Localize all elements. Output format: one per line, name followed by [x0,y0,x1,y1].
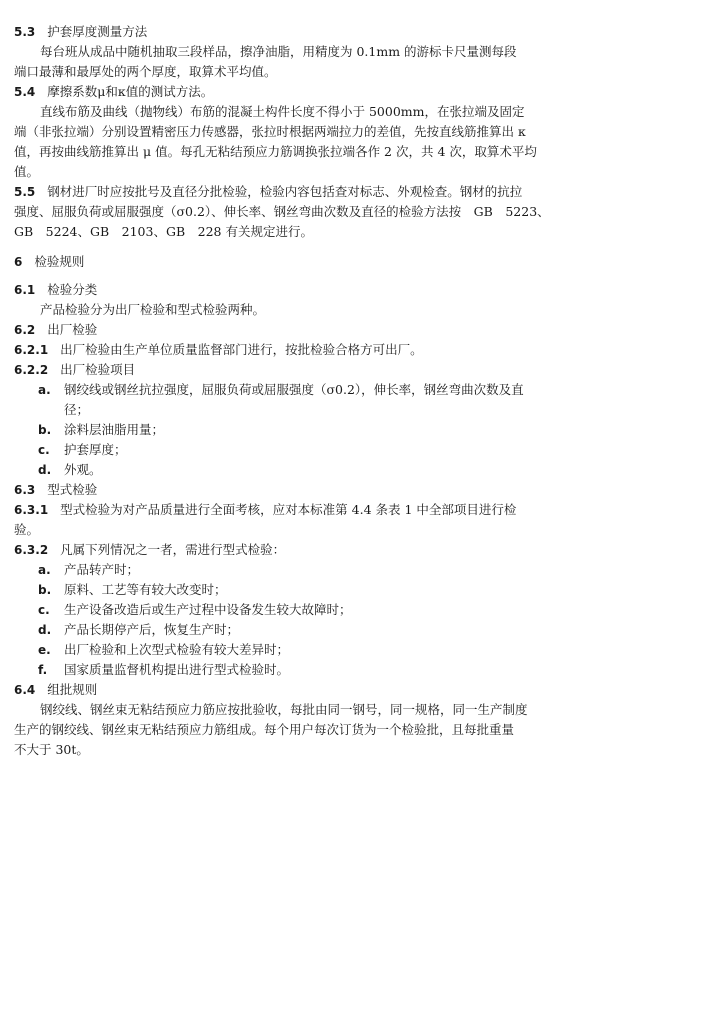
list-item-label: f. [38,663,48,677]
section-5-5-paragraph [14,182,522,202]
section-title: 护套厚度测量方法 [47,24,148,39]
list-item-text: 涂料层油脂用量； [64,422,165,437]
list-item-label: e. [38,643,51,657]
list-item-text: 外观。 [64,462,102,477]
section-title: 检验分类 [47,282,98,297]
section-number: 5.5 [14,185,36,199]
paragraph-line: 值。 [14,164,40,179]
clause-continuation: 验。 [14,522,40,537]
list-item-text: 生产设备改造后或生产过程中设备发生较大故障时； [64,602,352,617]
list-item [38,560,139,580]
list-item [38,660,289,680]
clause-6-3-2 [14,540,285,560]
section-title: 出厂检验 [47,322,98,337]
list-item-label: d. [38,623,52,637]
paragraph-line: 不大于 30t。 [14,742,89,757]
paragraph-line: GB 5224、GB 2103、GB 228 有关规定进行。 [14,224,313,239]
list-item-text: 产品转产时； [64,562,140,577]
section-number: 6.3 [14,483,36,497]
section-number: 5.3 [14,25,36,39]
clause-number: 6.2.1 [14,343,49,357]
list-item [38,380,524,400]
section-6-3-heading [14,480,97,500]
paragraph-line: 生产的钢绞线、钢丝束无粘结预应力筋组成。每个用户每次订货为一个检验批，且每批重量 [14,722,515,737]
section-number: 6.1 [14,283,36,297]
clause-title: 出厂检验项目 [60,362,136,377]
paragraph-line: 端（非张拉端）分别设置精密压力传感器，张拉时根据两端拉力的差值，先按直线筋推算出 κ [14,124,526,139]
section-5-3-heading [14,22,147,42]
chapter-6-heading [14,252,84,272]
paragraph-line: 值，再按曲线筋推算出 μ 值。每孔无粘结预应力筋调换张拉端各作 2 次，共 4 次，取算术平均 [14,144,537,159]
list-item [38,420,164,440]
clause-number: 6.3.2 [14,543,49,557]
clause-text: 凡属下列情况之一者，需进行型式检验： [60,542,286,557]
list-item [38,600,352,620]
clause-number: 6.3.1 [14,503,49,517]
section-title: 摩擦系数μ和κ值的测试方法。 [47,84,214,99]
section-title: 型式检验 [47,482,98,497]
list-item [38,620,239,640]
list-item-text: 钢绞线或钢丝抗拉强度，屈服负荷或屈服强度（σ0.2），伸长率，钢丝弯曲次数及直 [64,382,524,397]
list-item-label: b. [38,423,52,437]
list-item-label: c. [38,443,50,457]
paragraph-line: 钢绞线、钢丝束无粘结预应力筋应按批验收，每批由同一钢号，同一规格，同一生产制度 [40,702,528,717]
paragraph-line: 直线布筋及曲线（抛物线）布筋的混凝土构件长度不得小于 5000mm，在张拉端及固定 [40,104,525,119]
list-item-continuation: 径； [64,402,90,417]
list-item-label: a. [38,383,51,397]
section-title: 组批规则 [47,682,98,697]
paragraph-line: 产品检验分为出厂检验和型式检验两种。 [40,302,266,317]
list-item-text: 国家质量监督机构提出进行型式检验时。 [64,662,290,677]
clause-6-2-2-heading [14,360,135,380]
section-6-4-heading [14,680,97,700]
section-number: 6.2 [14,323,36,337]
list-item-text: 护套厚度； [64,442,127,457]
paragraph-line: 端口最薄和最厚处的两个厚度，取算术平均值。 [14,64,277,79]
list-item-label: d. [38,463,52,477]
list-item [38,460,102,480]
list-item-text: 出厂检验和上次型式检验有较大差异时； [64,642,290,657]
section-number: 5.4 [14,85,36,99]
chapter-number: 6 [14,255,23,269]
list-item-label: b. [38,583,52,597]
paragraph-line: 钢材进厂时应按批号及直径分批检验，检验内容包括查对标志、外观检查。钢材的抗拉 [47,184,523,199]
list-item [38,580,227,600]
paragraph-line: 每台班从成品中随机抽取三段样品，擦净油脂，用精度为 0.1mm 的游标卡尺量测每段 [40,44,517,59]
list-item-text: 产品长期停产后，恢复生产时； [64,622,240,637]
list-item-label: c. [38,603,50,617]
list-item-text: 原料、工艺等有较大改变时； [64,582,227,597]
section-6-1-heading [14,280,97,300]
clause-6-2-1 [14,340,423,360]
clause-text: 型式检验为对产品质量进行全面考核，应对本标准第 4.4 条表 1 中全部项目进行检 [60,502,517,517]
list-item [38,640,289,660]
list-item-label: a. [38,563,51,577]
list-item [38,440,127,460]
paragraph-line: 强度、屈服负荷或屈服强度（σ0.2）、伸长率、钢丝弯曲次数及直径的检验方法按 GB 5223、 [14,204,550,219]
section-6-2-heading [14,320,97,340]
clause-text: 出厂检验由生产单位质量监督部门进行，按批检验合格方可出厂。 [60,342,423,357]
clause-number: 6.2.2 [14,363,49,377]
chapter-title: 检验规则 [34,254,85,269]
section-5-4-heading [14,82,213,102]
clause-6-3-1 [14,500,516,520]
section-number: 6.4 [14,683,36,697]
